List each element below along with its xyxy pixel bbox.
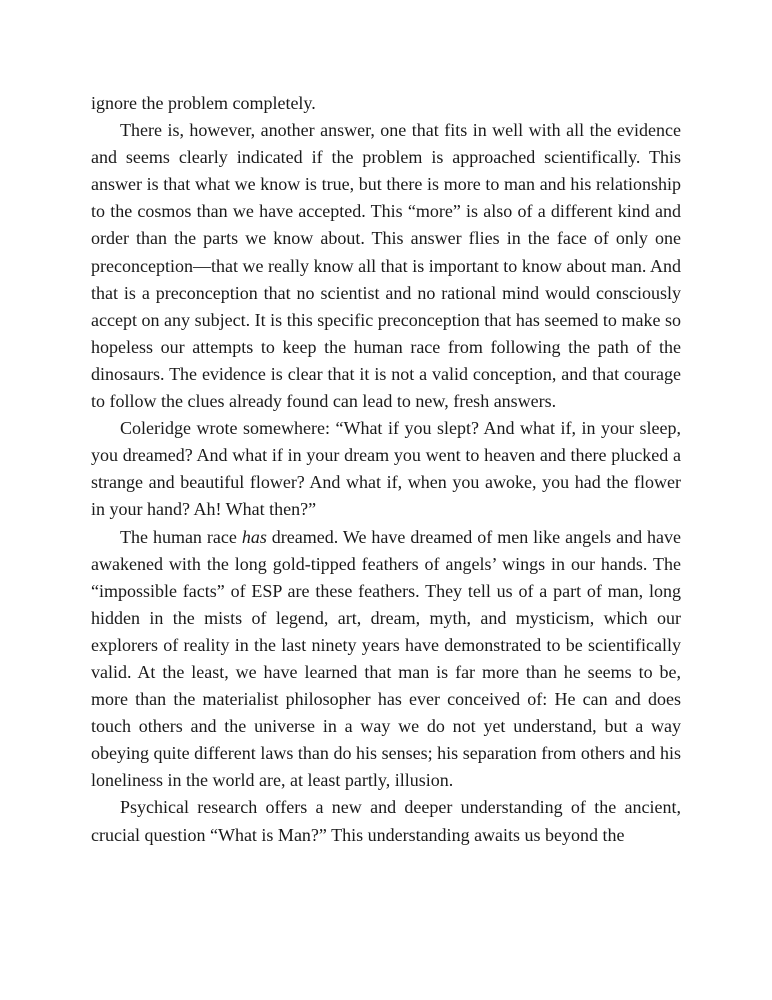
paragraph-human-race-dreamed — [91, 524, 681, 795]
paragraph-coleridge-quote: Coleridge wrote somewhere: “What if you slept? And what if, in your sleep, you dreamed? And what if in your dream you went to heaven and there plucked a strange and beautiful flower? And what if, when you awoke, you had the flower in your hand? Ah! What then?” — [91, 418, 681, 520]
paragraph-psychical-research: Psychical research offers a new and deeper understanding of the ancient, crucial question “What is Man?” This understanding awaits us beyond the — [91, 797, 681, 845]
paragraph-another-answer: There is, however, another answer, one that fits in well with all the evidence and seems clearly indicated if the problem is approached scientifically. This answer is that what we know is true, but there is more to man and his relationship to the cosmos than we have accepted. This “more” is also of a different kind and order than the parts we know about. This answer flies in the face of only one preconception—that we really know all that is important to know about man. And that is a preconception that no scientist and no rational mind would consciously accept on any subject. It is this specific preconception that has seemed to make so hopeless our attempts to keep the human race from following the path of the dinosaurs. The evidence is clear that it is not a valid conception, and that courage to follow the clues already found can lead to new, fresh answers. — [91, 120, 681, 412]
emphasized-word: has — [241, 526, 267, 547]
paragraph-text-lead: The human race — [120, 526, 242, 547]
paragraph-continuation: ignore the problem completely. — [91, 93, 316, 113]
page-body — [91, 90, 681, 849]
paragraph-text-rest: dreamed. We have dreamed of men like angels and have awakened with the long gold-tipped feathers of angels’ wings in our hands. The “impossible facts” of ESP are these feathers. They tell us of a part of man, long hidden in the mists of legend, art, dream, myth, and mysticism, which our explorers of reality in the last ninety years have demonstrated to be scientifically valid. At the least, we have learned that man is far more than he seems to be, more than the materialist philosopher has ever conceived of: He can and does touch others and the universe in a way we do not yet understand, but a way obeying quite different laws than do his senses; his separation from others and his loneliness in the world are, at least partly, illusion. — [91, 526, 682, 791]
